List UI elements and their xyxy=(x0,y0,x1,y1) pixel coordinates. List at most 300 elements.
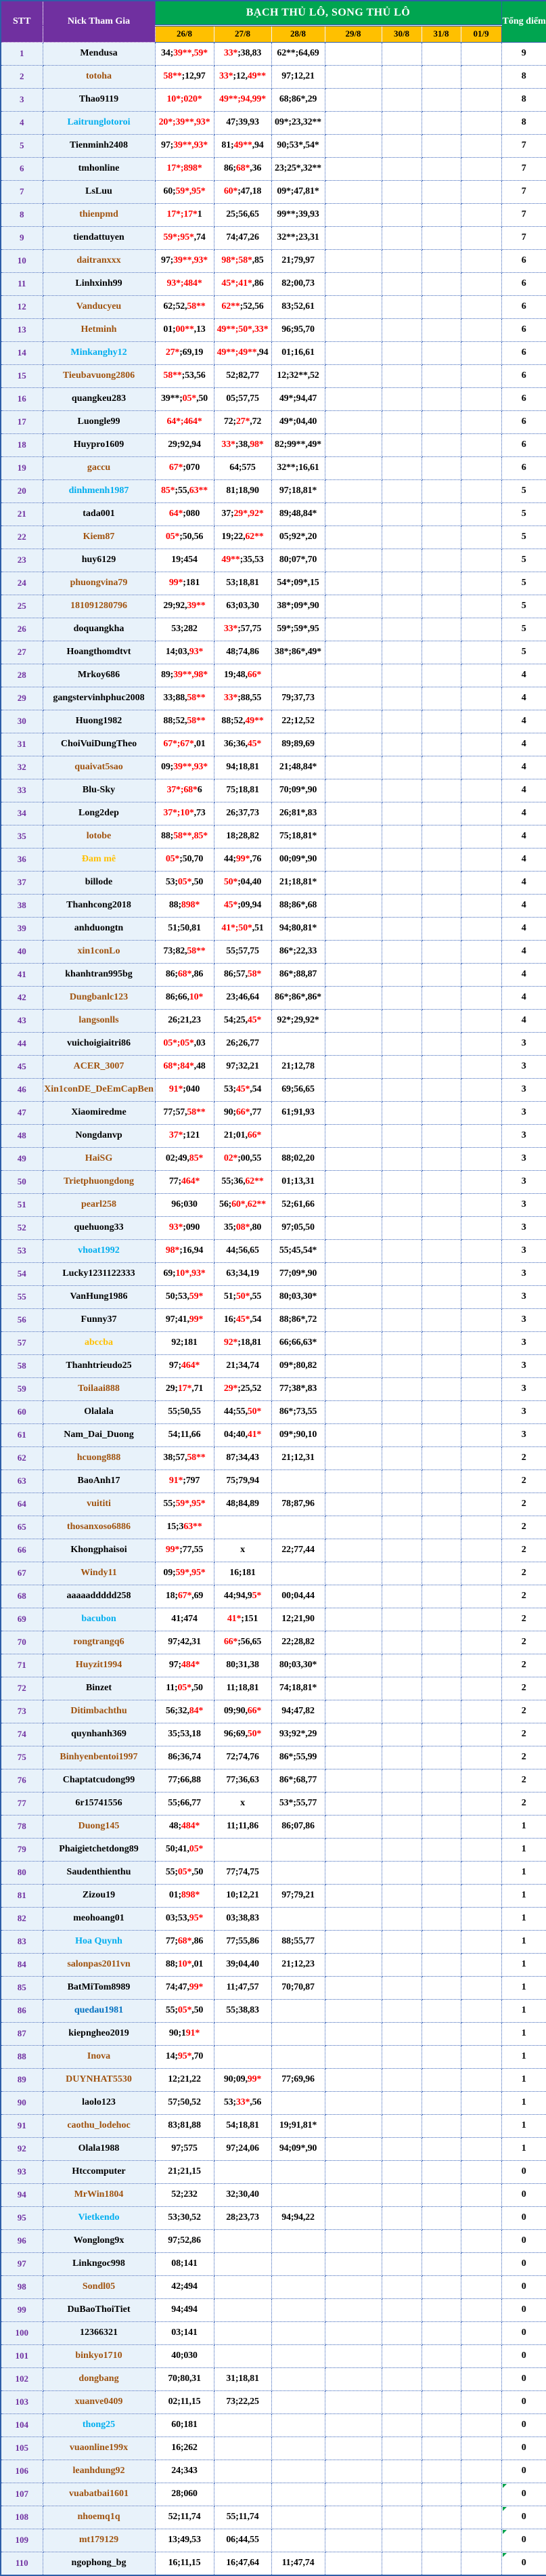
picks-cell-26/8 xyxy=(155,2068,214,2091)
player-nick: DUYNHAT5530 xyxy=(43,2068,155,2091)
picks-cell-31/8 xyxy=(422,1723,461,1746)
table-row xyxy=(1,848,546,871)
player-nick: Lucky1231122333 xyxy=(43,1262,155,1285)
hit-number: 49** xyxy=(247,71,266,81)
number: ,86 xyxy=(191,969,204,979)
picks-cell-30/8 xyxy=(382,825,422,848)
row-index: 25 xyxy=(1,595,43,618)
picks-cell-30/8 xyxy=(382,2137,422,2160)
number: 66;66,63* xyxy=(279,1337,317,1348)
table-row xyxy=(1,1976,546,1999)
hit-number: 45* xyxy=(235,1314,250,1325)
number: 97;42,31 xyxy=(168,1637,201,1647)
picks-cell-01/9 xyxy=(461,1262,501,1285)
picks-cell-29/8 xyxy=(325,1147,382,1170)
hit-number: 464* xyxy=(181,1176,200,1186)
total-points: 0 xyxy=(501,2460,546,2483)
hit-number: 05* xyxy=(165,854,180,864)
picks-cell-27/8 xyxy=(214,1193,271,1216)
picks-cell-27/8 xyxy=(214,1976,271,1999)
table-row xyxy=(1,272,546,295)
player-nick: khanhtran995bg xyxy=(43,963,155,986)
number: 09*;23,32** xyxy=(275,117,321,127)
number: 55;57,75 xyxy=(226,946,259,956)
row-index: 31 xyxy=(1,733,43,756)
number: 80;31,38 xyxy=(226,1660,259,1670)
picks-cell-28/8 xyxy=(271,2068,325,2091)
total-points: 0 xyxy=(501,2160,546,2183)
player-nick: Hoa Quynh xyxy=(43,1930,155,1953)
player-nick: leanhdung92 xyxy=(43,2460,155,2483)
number: 92*;29,92* xyxy=(277,1015,319,1025)
picks-cell-31/8 xyxy=(422,1516,461,1539)
number: 82;00,73 xyxy=(281,278,315,288)
number: ,13 xyxy=(194,324,206,335)
picks-cell-30/8 xyxy=(382,2367,422,2390)
picks-cell-29/8 xyxy=(325,134,382,157)
picks-cell-01/9 xyxy=(461,871,501,894)
number: 97;575 xyxy=(171,2143,198,2153)
picks-cell-29/8 xyxy=(325,986,382,1009)
picks-cell-30/8 xyxy=(382,2022,422,2045)
number: 21;12,23 xyxy=(281,1959,315,1969)
picks-cell-29/8 xyxy=(325,364,382,387)
table-row xyxy=(1,1216,546,1239)
picks-cell-01/9 xyxy=(461,1216,501,1239)
number: 12;21,90 xyxy=(281,1614,315,1624)
picks-cell-01/9 xyxy=(461,2298,501,2321)
number: 56;32, xyxy=(165,1706,189,1716)
picks-cell-30/8 xyxy=(382,226,422,249)
picks-cell-29/8 xyxy=(325,1377,382,1400)
row-index: 51 xyxy=(1,1193,43,1216)
hit-number: 49**;49** xyxy=(217,347,257,358)
number: ;50,56 xyxy=(179,532,204,542)
picks-cell-28/8 xyxy=(271,2275,325,2298)
total-points: 7 xyxy=(501,157,546,180)
picks-cell-01/9 xyxy=(461,295,501,318)
picks-cell-28/8 xyxy=(271,710,325,733)
number: ;25,52 xyxy=(237,1383,262,1394)
picks-cell-31/8 xyxy=(422,1423,461,1446)
number: 11;18,81 xyxy=(226,1683,259,1693)
hit-number: 91* xyxy=(185,2028,200,2038)
picks-cell-26/8 xyxy=(155,111,214,134)
hit-number: 17*;17* xyxy=(166,209,198,219)
picks-cell-30/8 xyxy=(382,894,422,917)
number: 11;11,86 xyxy=(226,1821,259,1831)
picks-cell-01/9 xyxy=(461,986,501,1009)
hit-number: 17*;898* xyxy=(166,163,202,173)
hit-number: 58** xyxy=(187,301,206,312)
picks-cell-30/8 xyxy=(382,1170,422,1193)
picks-cell-30/8 xyxy=(382,1262,422,1285)
number: 93;92*,29 xyxy=(279,1729,317,1739)
player-nick: HaiSG xyxy=(43,1147,155,1170)
number: 92;181 xyxy=(171,1337,198,1348)
row-index: 49 xyxy=(1,1147,43,1170)
picks-cell-30/8 xyxy=(382,318,422,341)
picks-cell-27/8 xyxy=(214,1861,271,1884)
hit-number: 00** xyxy=(175,324,194,335)
total-points: 3 xyxy=(501,1101,546,1124)
row-index: 28 xyxy=(1,664,43,687)
number: 52;82,77 xyxy=(226,370,259,381)
picks-cell-28/8 xyxy=(271,2160,325,2183)
picks-cell-30/8 xyxy=(382,295,422,318)
picks-cell-31/8 xyxy=(422,2321,461,2344)
number: 37; xyxy=(221,509,234,519)
table-body xyxy=(1,42,546,2575)
picks-cell-26/8 xyxy=(155,1009,214,1032)
table-row xyxy=(1,433,546,456)
picks-cell-31/8 xyxy=(422,226,461,249)
picks-cell-01/9 xyxy=(461,2483,501,2506)
picks-cell-28/8 xyxy=(271,2506,325,2529)
picks-cell-30/8 xyxy=(382,1746,422,1769)
picks-cell-27/8 xyxy=(214,848,271,871)
player-nick: xin1conLo xyxy=(43,940,155,963)
picks-cell-30/8 xyxy=(382,1285,422,1308)
number: ;57,75 xyxy=(237,624,262,634)
picks-cell-29/8 xyxy=(325,502,382,525)
number: ;53,56 xyxy=(181,370,206,381)
picks-cell-01/9 xyxy=(461,2160,501,2183)
picks-cell-28/8 xyxy=(271,1838,325,1861)
number: ,69 xyxy=(191,1591,204,1601)
picks-cell-26/8 xyxy=(155,2183,214,2206)
picks-cell-30/8 xyxy=(382,502,422,525)
number: 88;55,77 xyxy=(281,1936,315,1946)
picks-cell-29/8 xyxy=(325,2321,382,2344)
number: 01; xyxy=(168,1890,181,1900)
row-index: 42 xyxy=(1,986,43,1009)
picks-cell-26/8 xyxy=(155,1746,214,1769)
hit-number: 67* xyxy=(177,1591,192,1601)
picks-cell-01/9 xyxy=(461,272,501,295)
hit-number: 59*,95* xyxy=(175,1499,206,1509)
picks-cell-30/8 xyxy=(382,2252,422,2275)
picks-cell-27/8 xyxy=(214,1469,271,1493)
player-nick: Thanhtrieudo25 xyxy=(43,1354,155,1377)
picks-cell-29/8 xyxy=(325,1677,382,1700)
row-index: 84 xyxy=(1,1953,43,1976)
picks-cell-30/8 xyxy=(382,687,422,710)
player-nick: Olala1988 xyxy=(43,2137,155,2160)
number: 86*;22,33 xyxy=(279,946,317,956)
picks-cell-28/8 xyxy=(271,1861,325,1884)
number: 21;18,81* xyxy=(279,877,317,887)
picks-cell-29/8 xyxy=(325,2252,382,2275)
number: 94;80,81* xyxy=(279,923,317,933)
col-header-stt: STT xyxy=(1,1,43,42)
picks-cell-31/8 xyxy=(422,1585,461,1608)
number: ,51 xyxy=(252,923,264,933)
picks-cell-28/8 xyxy=(271,1723,325,1746)
table-row xyxy=(1,111,546,134)
total-points: 1 xyxy=(501,1953,546,1976)
total-points: 3 xyxy=(501,1032,546,1055)
hit-number: 91* xyxy=(168,1084,183,1094)
number: 86; xyxy=(165,969,178,979)
picks-cell-31/8 xyxy=(422,502,461,525)
total-points: 4 xyxy=(501,940,546,963)
picks-cell-26/8 xyxy=(155,986,214,1009)
table-row xyxy=(1,1285,546,1308)
picks-cell-27/8 xyxy=(214,1516,271,1539)
picks-cell-30/8 xyxy=(382,1124,422,1147)
total-points: 3 xyxy=(501,1239,546,1262)
number: 75;79,94 xyxy=(226,1476,259,1486)
row-index: 72 xyxy=(1,1677,43,1700)
picks-cell-01/9 xyxy=(461,1078,501,1101)
picks-cell-28/8 xyxy=(271,295,325,318)
player-nick: aaaaaddddd258 xyxy=(43,1585,155,1608)
number: 21;12,78 xyxy=(281,1061,315,1071)
picks-cell-01/9 xyxy=(461,1723,501,1746)
picks-cell-26/8 xyxy=(155,2506,214,2529)
picks-cell-26/8 xyxy=(155,203,214,226)
picks-cell-01/9 xyxy=(461,42,501,65)
picks-cell-30/8 xyxy=(382,710,422,733)
number: 55;36, xyxy=(221,1176,246,1186)
player-nick: hcuong888 xyxy=(43,1446,155,1469)
number: 97;79,21 xyxy=(281,1890,315,1900)
picks-cell-01/9 xyxy=(461,2506,501,2529)
player-nick: doquangkha xyxy=(43,618,155,641)
picks-cell-31/8 xyxy=(422,203,461,226)
picks-cell-01/9 xyxy=(461,1285,501,1308)
picks-cell-31/8 xyxy=(422,318,461,341)
picks-cell-29/8 xyxy=(325,2367,382,2390)
picks-cell-31/8 xyxy=(422,779,461,802)
number: 09;90, xyxy=(223,1706,248,1716)
number: 55;50,55 xyxy=(168,1407,201,1417)
table-row xyxy=(1,756,546,779)
player-nick: Kiem87 xyxy=(43,525,155,549)
picks-cell-01/9 xyxy=(461,2068,501,2091)
picks-cell-27/8 xyxy=(214,2206,271,2229)
table-row xyxy=(1,2460,546,2483)
row-index: 103 xyxy=(1,2390,43,2413)
number: ;35,53 xyxy=(240,555,264,565)
table-row xyxy=(1,2183,546,2206)
picks-cell-28/8 xyxy=(271,1308,325,1331)
number: 77;38*,83 xyxy=(279,1383,317,1394)
picks-cell-29/8 xyxy=(325,2552,382,2575)
hit-number: 27* xyxy=(165,347,180,358)
picks-cell-31/8 xyxy=(422,1999,461,2022)
number: 94;47,82 xyxy=(281,1706,315,1716)
picks-cell-26/8 xyxy=(155,2137,214,2160)
picks-cell-29/8 xyxy=(325,687,382,710)
hit-number: 33* xyxy=(235,2097,250,2107)
hit-number: 17* xyxy=(177,1383,192,1394)
number: ,50 xyxy=(191,1683,203,1693)
total-points: 3 xyxy=(501,1078,546,1101)
picks-cell-31/8 xyxy=(422,2160,461,2183)
picks-cell-31/8 xyxy=(422,1078,461,1101)
number: ,86 xyxy=(191,1936,204,1946)
picks-cell-30/8 xyxy=(382,2091,422,2114)
picks-cell-27/8 xyxy=(214,963,271,986)
picks-cell-30/8 xyxy=(382,664,422,687)
total-points: 0 xyxy=(501,2483,546,2506)
table-row xyxy=(1,134,546,157)
total-points: 7 xyxy=(501,180,546,203)
number: 55; xyxy=(165,1867,178,1877)
picks-cell-31/8 xyxy=(422,387,461,410)
number: 39;04,40 xyxy=(226,1959,259,1969)
hit-number: 92* xyxy=(223,1337,238,1348)
hit-number: 99* xyxy=(247,2074,262,2084)
picks-cell-01/9 xyxy=(461,1446,501,1469)
table-row xyxy=(1,2390,546,2413)
picks-cell-27/8 xyxy=(214,595,271,618)
picks-cell-31/8 xyxy=(422,2344,461,2367)
player-nick: abccba xyxy=(43,1331,155,1354)
banner-title: BẠCH THỦ LÔ, SONG THỦ LÔ xyxy=(155,1,501,25)
picks-cell-27/8 xyxy=(214,1239,271,1262)
hit-number: 93* xyxy=(189,647,204,657)
table-row xyxy=(1,2068,546,2091)
player-nick: xuanve0409 xyxy=(43,2390,155,2413)
picks-cell-01/9 xyxy=(461,2045,501,2068)
picks-cell-31/8 xyxy=(422,364,461,387)
number: 68;86*,29 xyxy=(279,94,317,104)
row-index: 35 xyxy=(1,825,43,848)
table-row xyxy=(1,1239,546,1262)
picks-cell-30/8 xyxy=(382,1838,422,1861)
picks-cell-26/8 xyxy=(155,664,214,687)
picks-cell-26/8 xyxy=(155,1884,214,1907)
hit-number: 99* xyxy=(189,1314,204,1325)
picks-cell-01/9 xyxy=(461,2275,501,2298)
picks-cell-30/8 xyxy=(382,1769,422,1792)
table-row xyxy=(1,1999,546,2022)
hit-number: 39**,93* xyxy=(173,255,208,265)
picks-cell-28/8 xyxy=(271,1216,325,1239)
picks-cell-27/8 xyxy=(214,1838,271,1861)
total-points: 5 xyxy=(501,525,546,549)
player-nick: Minkanghy12 xyxy=(43,341,155,364)
player-nick: Huypro1609 xyxy=(43,433,155,456)
picks-cell-28/8 xyxy=(271,963,325,986)
table-row xyxy=(1,2229,546,2252)
row-index: 62 xyxy=(1,1446,43,1469)
picks-cell-29/8 xyxy=(325,733,382,756)
picks-cell-27/8 xyxy=(214,2045,271,2068)
picks-cell-31/8 xyxy=(422,1907,461,1930)
total-points: 6 xyxy=(501,433,546,456)
picks-cell-26/8 xyxy=(155,1700,214,1723)
number: 72;74,76 xyxy=(226,1752,259,1762)
number: 50;53, xyxy=(165,1291,189,1302)
player-nick: BaoAnh17 xyxy=(43,1469,155,1493)
total-points: 3 xyxy=(501,1193,546,1216)
total-points: 1 xyxy=(501,1861,546,1884)
picks-cell-28/8 xyxy=(271,2045,325,2068)
total-points: 0 xyxy=(501,2229,546,2252)
picks-cell-28/8 xyxy=(271,1493,325,1516)
player-nick: phuongvina79 xyxy=(43,572,155,595)
total-points: 4 xyxy=(501,664,546,687)
table-row xyxy=(1,1608,546,1631)
picks-cell-26/8 xyxy=(155,2252,214,2275)
picks-cell-27/8 xyxy=(214,2344,271,2367)
table-row xyxy=(1,2022,546,2045)
row-index: 24 xyxy=(1,572,43,595)
picks-cell-31/8 xyxy=(422,1124,461,1147)
table-row xyxy=(1,88,546,111)
picks-cell-31/8 xyxy=(422,1331,461,1354)
picks-cell-30/8 xyxy=(382,986,422,1009)
picks-cell-29/8 xyxy=(325,917,382,940)
picks-cell-30/8 xyxy=(382,1216,422,1239)
total-points: 4 xyxy=(501,871,546,894)
row-index: 108 xyxy=(1,2506,43,2529)
hit-number: 484* xyxy=(181,1660,200,1670)
picks-cell-30/8 xyxy=(382,1815,422,1838)
picks-cell-28/8 xyxy=(271,1331,325,1354)
date-header: 27/8 xyxy=(214,25,271,42)
table-row xyxy=(1,203,546,226)
picks-cell-29/8 xyxy=(325,1078,382,1101)
row-index: 64 xyxy=(1,1493,43,1516)
picks-cell-28/8 xyxy=(271,387,325,410)
number: 21;12,31 xyxy=(281,1453,315,1463)
picks-cell-31/8 xyxy=(422,272,461,295)
table-row xyxy=(1,42,546,65)
picks-cell-31/8 xyxy=(422,1562,461,1585)
number: 80;03,30* xyxy=(279,1291,317,1302)
picks-cell-26/8 xyxy=(155,65,214,88)
picks-cell-31/8 xyxy=(422,1746,461,1769)
table-row xyxy=(1,65,546,88)
player-nick: Htccomputer xyxy=(43,2160,155,2183)
table-row xyxy=(1,687,546,710)
number: ;69,19 xyxy=(179,347,204,358)
number: 79;37,73 xyxy=(281,693,315,703)
date-header: 28/8 xyxy=(271,25,325,42)
picks-cell-29/8 xyxy=(325,2460,382,2483)
picks-cell-28/8 xyxy=(271,226,325,249)
player-nick: nhoemq1q xyxy=(43,2506,155,2529)
player-nick: 12366321 xyxy=(43,2321,155,2344)
picks-cell-28/8 xyxy=(271,641,325,664)
picks-cell-26/8 xyxy=(155,595,214,618)
table-row xyxy=(1,917,546,940)
picks-cell-27/8 xyxy=(214,1446,271,1469)
number: 6 xyxy=(197,785,202,795)
picks-cell-31/8 xyxy=(422,1884,461,1907)
picks-cell-31/8 xyxy=(422,1239,461,1262)
picks-cell-26/8 xyxy=(155,1516,214,1539)
player-nick: Chaptatcudong99 xyxy=(43,1769,155,1792)
picks-cell-27/8 xyxy=(214,88,271,111)
picks-cell-30/8 xyxy=(382,1539,422,1562)
picks-cell-28/8 xyxy=(271,1769,325,1792)
picks-cell-30/8 xyxy=(382,1377,422,1400)
player-nick: Xiaomiredme xyxy=(43,1101,155,1124)
row-index: 57 xyxy=(1,1331,43,1354)
total-points: 4 xyxy=(501,894,546,917)
picks-cell-28/8 xyxy=(271,2298,325,2321)
picks-cell-31/8 xyxy=(422,595,461,618)
picks-cell-29/8 xyxy=(325,1354,382,1377)
picks-cell-28/8 xyxy=(271,1884,325,1907)
number: 70;80,31 xyxy=(168,2374,201,2384)
